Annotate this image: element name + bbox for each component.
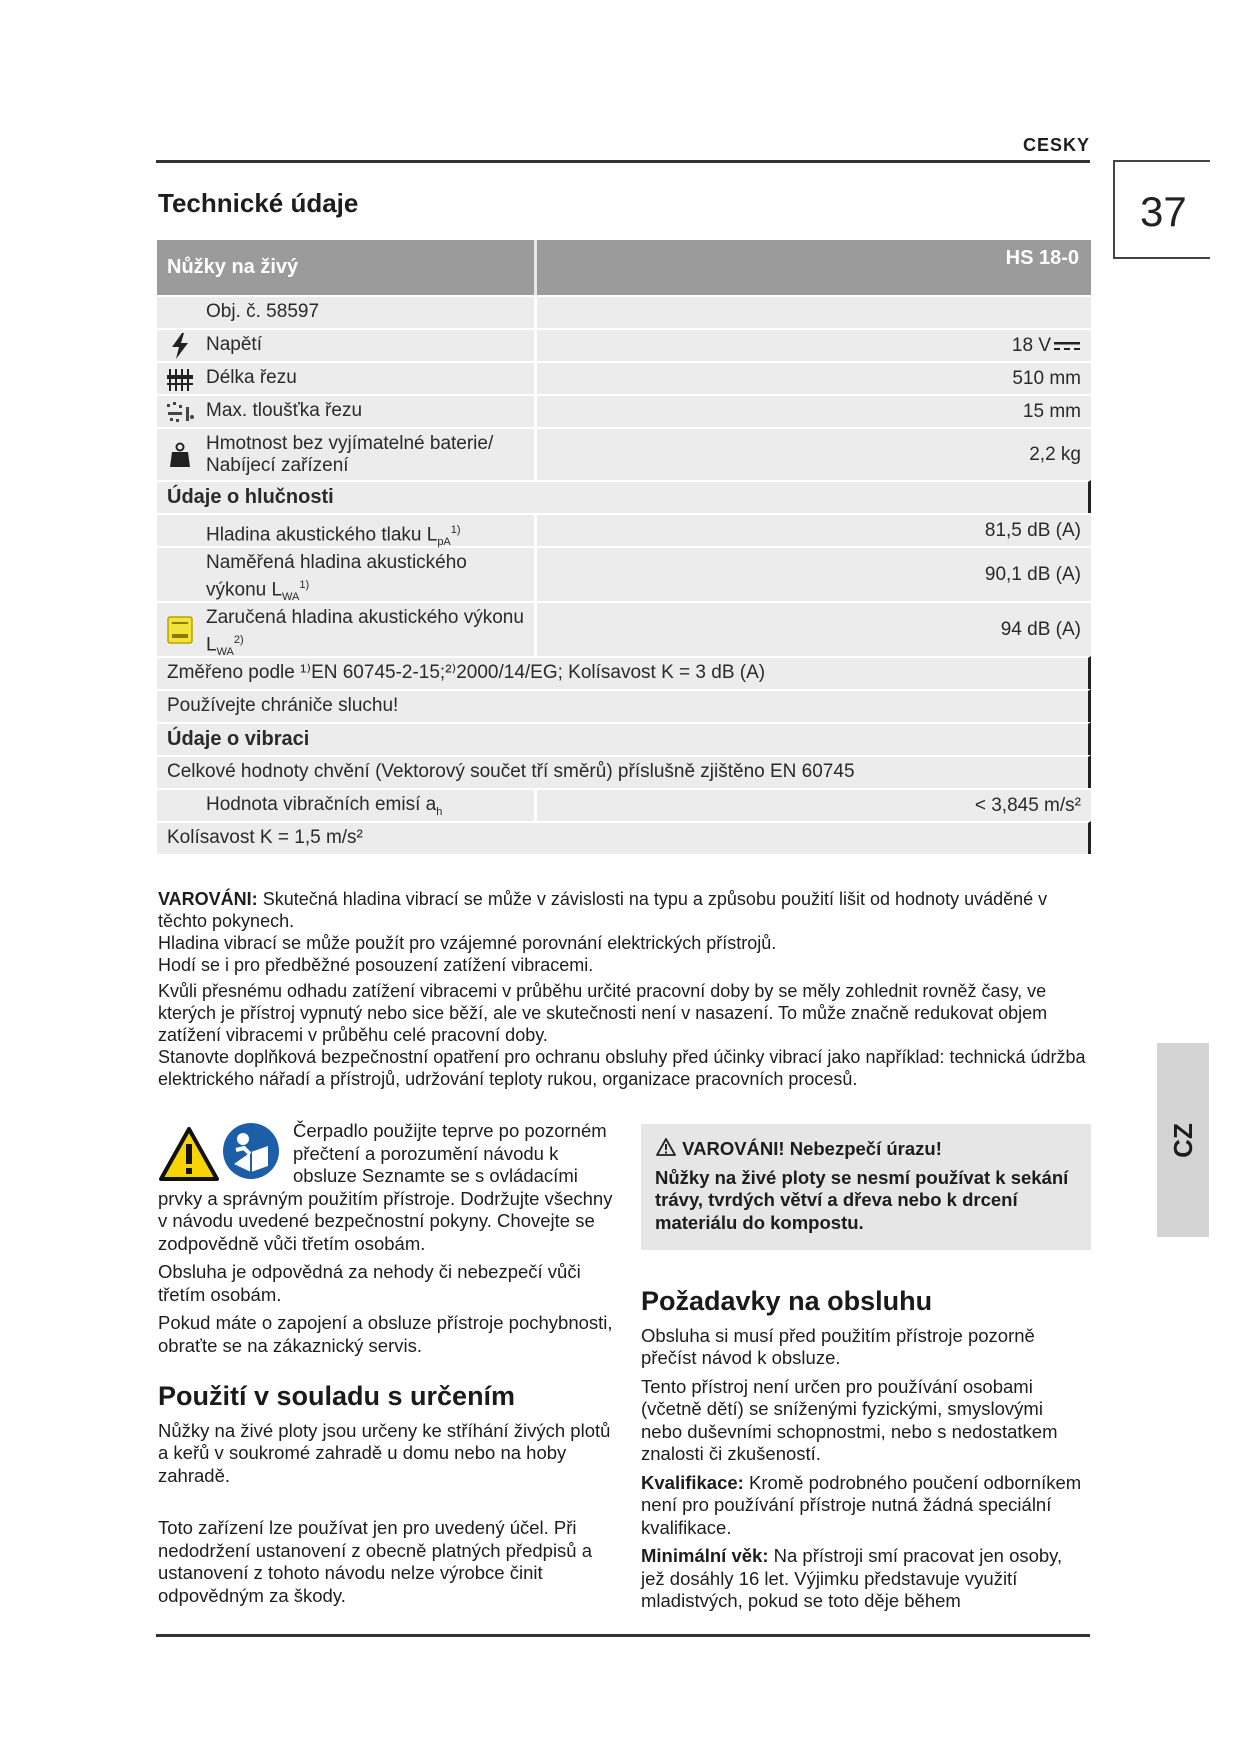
weight-label: Hmotnost bez vyjímatelné baterie/ Nabíjecí zařízení [202, 429, 537, 480]
noise-section-header [157, 480, 1091, 513]
weight-value: 2,2 kg [1029, 443, 1081, 465]
right-column [641, 1286, 1086, 1619]
table-row [157, 546, 1091, 604]
dc-symbol-icon [1053, 340, 1081, 352]
language-label: CESKY [1023, 135, 1091, 155]
warning-paragraph: Hodí se i pro předběžné posouzení zatížení vibracemi. [158, 955, 594, 975]
operator-requirements-heading: Požadavky na obsluhu [641, 1286, 933, 1316]
lightning-icon [157, 330, 202, 361]
table-row [157, 328, 1091, 361]
guaranteed-power-label: Zaručená hladina akustického výkonu $L_{WA}^{2)}$ [202, 603, 537, 656]
vibration-warning [158, 888, 1090, 1090]
table-row [157, 361, 1091, 394]
product-label: Nůžky na živý [157, 240, 537, 295]
cut-length-label: Délka řezu [202, 363, 537, 394]
injury-warning-title: VAROVÁNI! Nebezpečí úrazu! [655, 1137, 1085, 1161]
intended-use-paragraph: Nůžky na živé ploty jsou určeny ke stříhání živých plotů a keřů v soukromé zahradě u domu nebo na hoby zahradě. [158, 1419, 611, 1486]
table-row [157, 394, 1091, 427]
vibration-note-row [157, 755, 1091, 788]
max-thickness-value: 15 mm [1022, 400, 1081, 422]
article-number: Obj. č. 58597 [202, 297, 537, 328]
hearing-note-row [157, 689, 1091, 722]
operator-paragraph: Obsluha si musí před použitím přístroje pozorně přečíst návod k obsluze. [641, 1324, 1035, 1368]
table-row [157, 427, 1091, 480]
table-row [157, 788, 1091, 821]
hearing-protection-note: Používejte chrániče sluchu! [167, 695, 399, 716]
top-rule [156, 160, 1090, 163]
model-label: HS 18-0 [1005, 247, 1079, 269]
vibration-section-header [157, 722, 1091, 755]
left-column [158, 1120, 613, 1613]
warning-paragraph: Kvůli přesnému odhadu zatížení vibracemi v průběhu určité pracovní doby by se měly zohlednit rovněž časy, ve kterých je přístroj vypnutý nebo sice běží, ale ve skutečnosti není v nasazení. To může značně redukovat objem zatížení vibracemi v průběhu celé pracovní doby. [158, 981, 1048, 1045]
vibration-tolerance-row [157, 821, 1091, 854]
responsibility-paragraph: Obsluha je odpovědná za nehody či nebezpečí vůči třetím osobám. [158, 1261, 581, 1305]
cut-length-value: 510 mm [1012, 367, 1081, 389]
measured-power-value: 90,1 dB (A) [984, 563, 1081, 585]
table-row [157, 513, 1091, 549]
bottom-rule [156, 1634, 1090, 1637]
liability-paragraph: Toto zařízení lze používat jen pro uvedený účel. Při nedodržení ustanovení z obecně platných předpisů a ustanovení z tohoto návodu nelze výrobce činit odpovědným za škody. [158, 1517, 593, 1606]
vibration-header-text: Údaje o vibraci [167, 728, 310, 750]
injury-warning-text: Nůžky na živé ploty se nesmí používat k sekání trávy, tvrdých větví a dřeva nebo k drcení materiálu do kompostu. [655, 1166, 1069, 1233]
vibration-tolerance: Kolísavost K = 1,5 m/s² [167, 827, 363, 848]
vibration-note: Celkové hodnoty chvění (Vektorový součet tří směrů) příslušně zjištěno EN 60745 [167, 761, 855, 782]
technical-data-table [157, 240, 1091, 854]
intended-use-heading: Použití v souladu s určením [158, 1381, 516, 1411]
noise-label-icon [157, 603, 202, 656]
warning-text: Skutečná hladina vibrací se může v závislosti na typu a způsobu použití lišit od hodnoty uváděné v těchto pokynech. [158, 889, 1048, 931]
vibration-emission-label: Hodnota vibračních emisí $a_h$ [202, 790, 537, 821]
safety-intro: Čerpadlo použijte teprve po pozorném přečtení a porozumění návodu k obsluze Seznamte se s ovládacími prvky a správným použitím přístroje. Dodržujte všechny v návodu uvedené bezpečnostní pokyny. Chovejte se zodpovědně vůči třetím osobám. [158, 1120, 613, 1254]
language-side-tab-label: CZ [1167, 1122, 1198, 1158]
sound-pressure-value: 81,5 dB (A) [984, 519, 1081, 541]
operator-paragraph: Tento přístroj není určen pro používání osobami (včetně dětí) se sníženými fyzickými, smyslovými nebo duševními schopnostmi, nebo s nedostatkem znalosti či zkušeností. [641, 1375, 1058, 1464]
warning-label: VAROVÁNI: [158, 889, 258, 909]
max-thickness-label: Max. tloušťka řezu [202, 396, 537, 427]
voltage-label: Napětí [202, 330, 537, 361]
qualification-paragraph: Kvalifikace: Kromě podrobného poučení odborníkem není pro používání přístroje nutná žádná speciální kvalifikace. [641, 1471, 1082, 1538]
cut-thickness-icon [157, 396, 202, 427]
guaranteed-power-value: 94 dB (A) [1000, 618, 1081, 640]
warning-small-icon [655, 1137, 677, 1157]
page-number: 37 [1140, 188, 1187, 235]
blade-length-icon [157, 363, 202, 394]
measurement-note: Změřeno podle ¹⁾EN 60745-2-15;²⁾2000/14/EG; Kolísavost K = 3 dB (A) [167, 662, 766, 683]
warning-paragraph: Stanovte doplňková bezpečnostní opatření pro ochranu obsluhy před účinky vibrací jako například: technická údržba elektrického nářadí a přístrojů, udržování teploty rukou, organizace pracovních procesů. [158, 1047, 1086, 1089]
table-row [157, 295, 1091, 328]
service-paragraph: Pokud máte o zapojení a obsluze přístroje pochybnosti, obraťte se na zákaznický servis. [158, 1312, 613, 1356]
measurement-note-row [157, 656, 1091, 689]
weight-icon [157, 429, 202, 480]
table-row [157, 601, 1091, 659]
injury-warning-content [655, 1137, 1085, 1234]
voltage-value: 18 V [1011, 334, 1051, 356]
warning-paragraph: Hladina vibrací se může použít pro vzájemné porovnání elektrických přístrojů. [158, 933, 777, 953]
sound-pressure-label: Hladina akustického tlaku $L_{pA}^{1)}$ [202, 515, 537, 546]
vibration-emission-value: < 3,845 m/s² [974, 794, 1081, 816]
table-header [157, 240, 1091, 295]
measured-power-label: Naměřená hladina akustického výkonu $L_{WA}^{1)}$ [202, 548, 537, 601]
minimum-age-paragraph: Minimální věk: Na přístroji smí pracovat jen osoby, jež dosáhly 16 let. Výjimku představuje využití mladistvých, pokud se toto děje během [641, 1545, 1063, 1611]
noise-header-text: Údaje o hlučnosti [167, 486, 334, 508]
page-title: Technické údaje [158, 188, 359, 218]
